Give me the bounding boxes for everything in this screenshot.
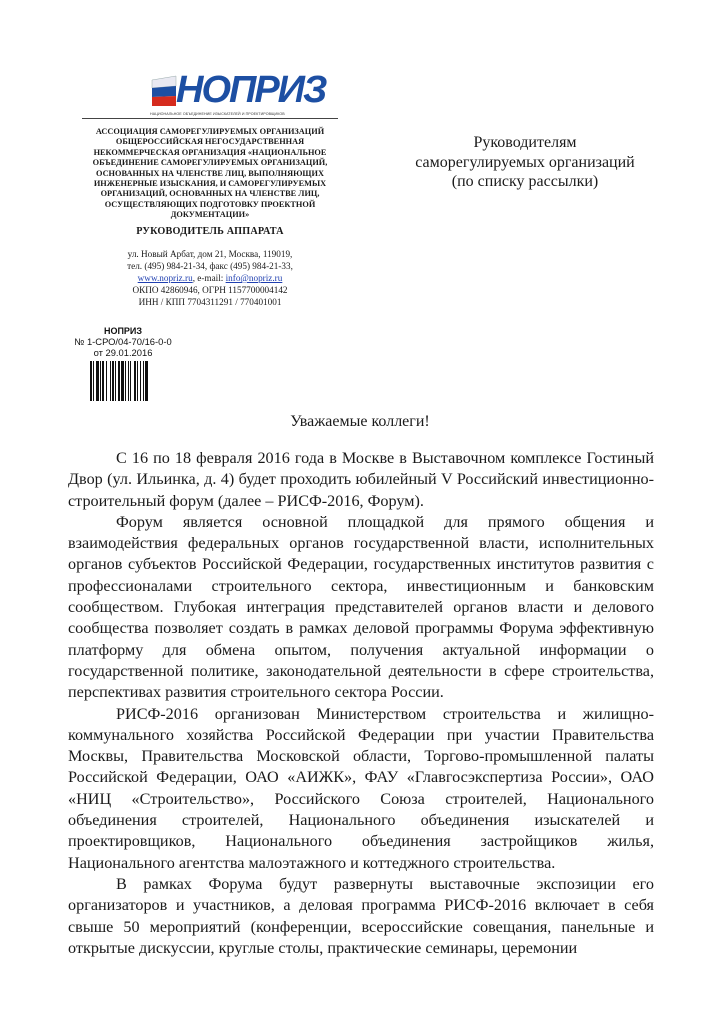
- addressee-line-2: саморегулируемых организаций: [415, 153, 635, 171]
- greeting: Уважаемые коллеги!: [290, 413, 430, 430]
- logo-wordmark: НОПРИЗ: [176, 69, 326, 111]
- sender-inn: ИНН / КПП 7704311291 / 770401001: [138, 297, 282, 307]
- header-divider: [82, 118, 338, 119]
- sender-phone: тел. (495) 984-21-34, факс (495) 984-21-33,: [127, 261, 293, 271]
- registration-stamp: [68, 326, 178, 401]
- sender-org-name: АССОЦИАЦИЯ САМОРЕГУЛИРУЕМЫХ ОРГАНИЗАЦИЙ ОБЩЕРОССИЙСКАЯ НЕГОСУДАРСТВЕННАЯ НЕКОММЕРЧЕСКАЯ ОРГАНИЗАЦИЯ «НАЦИОНАЛЬНОЕ ОБЪЕДИНЕНИЕ САМОРЕГУЛИРУЕМЫХ ОРГАНИЗАЦИЙ, ОСНОВАННЫХ НА ЧЛЕНСТВЕ ЛИЦ, ВЫПОЛНЯЮЩИХ ИНЖЕНЕРНЫЕ ИЗЫСКАНИЯ, И САМОРЕГУЛИРУЕМЫХ ОРГАНИЗАЦИЙ, ОСНОВАННЫХ НА ЧЛЕНСТВЕ ЛИЦ, ОСУЩЕСТВЛЯЮЩИХ ПОДГОТОВКУ ПРОЕКТНОЙ ДОКУМЕНТАЦИИ»: [92, 127, 328, 220]
- addressee-block: [380, 133, 670, 192]
- addressee-line-3: (по списку рассылки): [451, 173, 599, 190]
- email-link[interactable]: info@nopriz.ru: [225, 273, 283, 283]
- sender-head-title: РУКОВОДИТЕЛЬ АППАРАТА: [136, 226, 284, 237]
- website-link[interactable]: www.nopriz.ru: [137, 273, 193, 283]
- letter-body: [68, 448, 654, 959]
- paragraph: Форум является основной площадкой для прямого общения и взаимодействия федеральных органов государственной власти, исполнительных органов субъектов Российской Федерации, государственных институтов развития с профессионалами строительного сектора, инвестиционным и банковским сообществом. Глубокая интеграция представителей органов власти и делового сообщества позволяет создать в рамках деловой программы Форума эффективную платформу для обмена опытом, получения актуальной информации о государственной политике, законодательной деятельности в сфере строительства, перспективах развития строительного сектора России.: [68, 512, 654, 702]
- addressee-line-1: Руководителям: [473, 134, 577, 151]
- email-label: , e-mail:: [192, 273, 226, 283]
- flag-emblem-icon: [150, 74, 178, 108]
- barcode-icon: [90, 361, 164, 401]
- paragraph: РИСФ-2016 организован Министерством строительства и жилищно-коммунального хозяйства Российской Федерации при участии Правительства Москвы, Правительства Московской области, Торгово-промышленной палаты Российской Федерации, ОАО «АИЖК», ФАУ «Главгосэкспертиза России», ОАО «НИЦ «Строительство», Российского Союза строителей, Национального объединения строителей, Национального объединения изыскателей и проектировщиков, Национального объединения застройщиков жилья, Национального агентства малоэтажного и коттеджного строительства.: [68, 704, 654, 872]
- stamp-number: № 1-СРО/04-70/16-0-0: [74, 336, 172, 347]
- sender-address: ул. Новый Арбат, дом 21, Москва, 119019,: [127, 249, 293, 259]
- paragraph: С 16 по 18 февраля 2016 года в Москве в Выставочном комплексе Гостиный Двор (ул. Ильинка, д. 4) будет проходить юбилейный V Российский инвестиционно-строительный форум (далее – РИСФ-2016, Форум).: [68, 449, 654, 510]
- nopriz-logo: [150, 69, 326, 122]
- stamp-date: от 29.01.2016: [93, 347, 153, 358]
- logo-subtitle: НАЦИОНАЛЬНОЕ ОБЪЕДИНЕНИЕ ИЗЫСКАТЕЛЕЙ И ПРОЕКТИРОВЩИКОВ: [150, 112, 285, 116]
- sender-contacts: [82, 248, 338, 308]
- sender-web-email: [82, 272, 338, 284]
- paragraph: В рамках Форума будут развернуты выставочные экспозиции его организаторов и участников, а деловая программа РИСФ-2016 включает в себя свыше 50 мероприятий (конференции, всероссийские совещания, панельные и открытые дискуссии, круглые столы, практические семинары, церемонии: [68, 874, 654, 957]
- stamp-org: НОПРИЗ: [103, 326, 143, 336]
- sender-okpo: ОКПО 42860946, ОГРН 1157700004142: [132, 285, 288, 295]
